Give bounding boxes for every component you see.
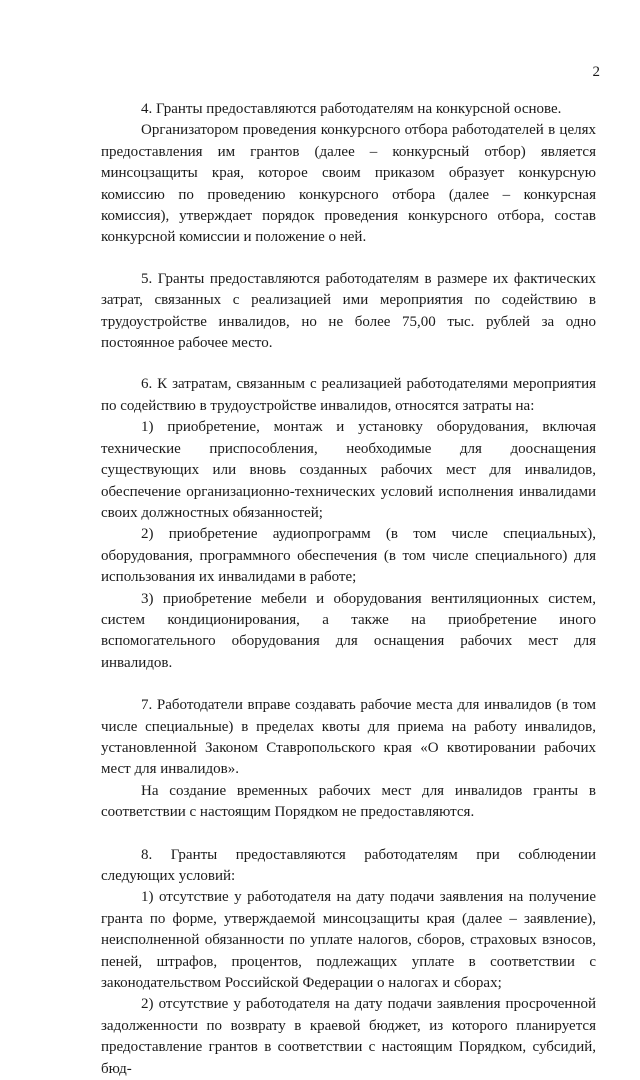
paragraph-6-item-1: 1) приобретение, монтаж и установку оборудования, включая технические приспособления, необходимые для дооснащения существующих или вновь созданных рабочих мест для инвалидов, обеспечение организационно-технических условий исполнения инвалидами своих должностных обязанностей; xyxy=(101,419,596,521)
paragraph-6-item-3: 3) приобретение мебели и оборудования вентиляционных систем, систем кондиционирования, а также на приобретение иного вспомогательного оборудования для оснащения рабочих мест для инвалидов. xyxy=(101,590,596,671)
paragraph-8: 8. Гранты предоставляются работодателям при соблюдении следующих условий: xyxy=(101,846,596,884)
paragraph-6-item-2: 2) приобретение аудиопрограмм (в том числе специальных), оборудования, программного обеспечения (в том числе специального) для использования их инвалидами в работе; xyxy=(101,526,596,586)
document-body xyxy=(101,99,596,1080)
paragraph-7-temporary: На создание временных рабочих мест для инвалидов гранты в соответствии с настоящим Порядком не предоставляются. xyxy=(101,782,596,821)
paragraph-7: 7. Работодатели вправе создавать рабочие места для инвалидов (в том числе специальные) в пределах квоты для приема на работу инвалидов, установленной Законом Ставропольского края «О квотировании рабочих мест для инвалидов». xyxy=(101,697,596,778)
paragraph-4-organizer: Организатором проведения конкурсного отбора работодателей в целях предоставления им грантов (далее – конкурсный отбор) является минсоцзащиты края, которое своим приказом образует конкурсную комиссию по проведению конкурсного отбора (далее – конкурсная комиссия), утверждает порядок проведения конкурсного отбора, состав конкурсной комиссии и положение о ней. xyxy=(101,122,596,246)
paragraph-6: 6. К затратам, связанным с реализацией работодателями мероприятия по содействию в трудоустройстве инвалидов, относятся затраты на: xyxy=(101,376,596,414)
page-number: 2 xyxy=(592,64,600,80)
paragraph-8-item-2: 2) отсутствие у работодателя на дату подачи заявления просроченной задолженности по возврату в краевой бюджет, из которого планируется предоставление грантов в соответствии с настоящим Порядком, субсидий, бюд- xyxy=(101,996,596,1077)
paragraph-5: 5. Гранты предоставляются работодателям в размере их фактических затрат, связанных с реализацией ими мероприятия по содействию в трудоустройстве инвалидов, но не более 75,00 тыс. рублей за одно постоянное рабочее место. xyxy=(101,270,596,352)
paragraph-4: 4. Гранты предоставляются работодателям на конкурсной основе. xyxy=(141,101,562,117)
paragraph-8-item-1: 1) отсутствие у работодателя на дату подачи заявления на получение гранта по форме, утверждаемой минсоцзащиты края (далее – заявление), неисполненной обязанности по уплате налогов, сборов, страховых взносов, пеней, штрафов, процентов, подлежащих уплате в соответствии с законодательством Российской Федерации о налогах и сборах; xyxy=(101,889,596,992)
